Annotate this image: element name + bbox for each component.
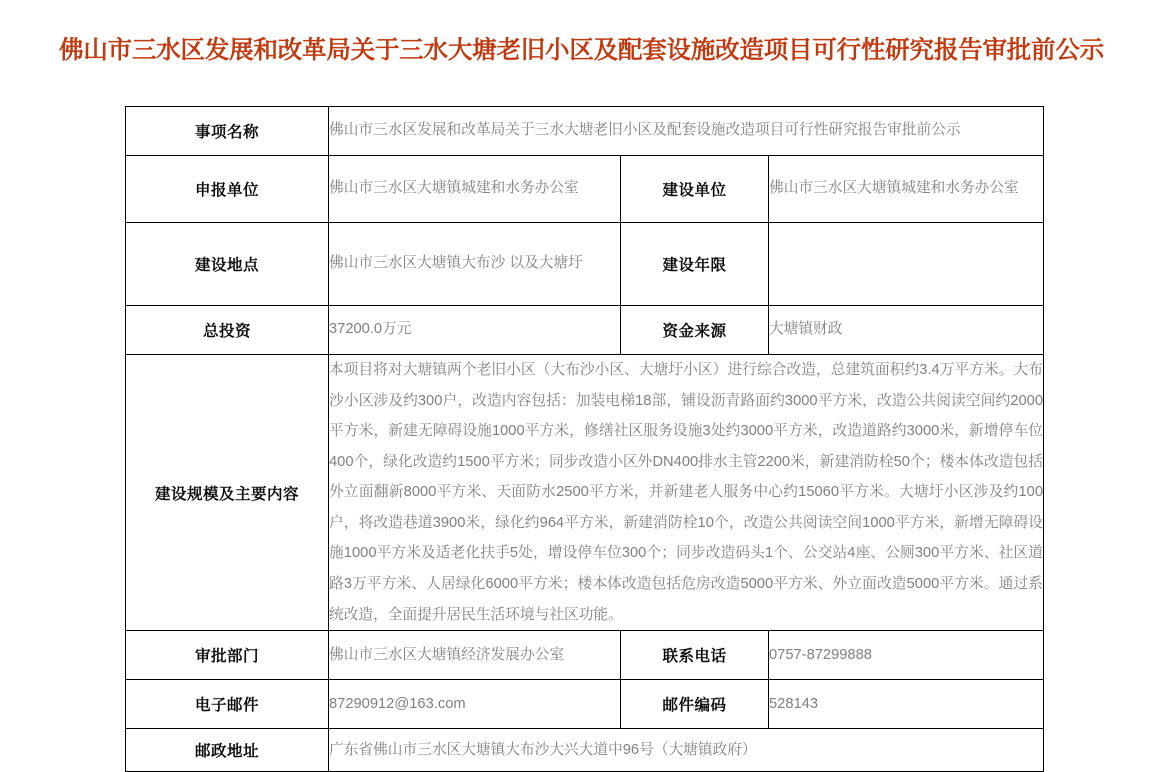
row-label-total-investment: 总投资 (126, 306, 329, 355)
row-label-construction-site: 建设地点 (126, 223, 329, 306)
project-info-table (125, 106, 1044, 772)
row-label-construction-period: 建设年限 (621, 223, 769, 306)
table-row-construction-scale (126, 355, 1044, 631)
row-value-construction-period (769, 223, 1044, 306)
row-label-construction-scale: 建设规模及主要内容 (126, 355, 329, 631)
table-row-item-name (126, 107, 1044, 156)
row-label-declaring-unit: 申报单位 (126, 156, 329, 223)
row-label-approval-department: 审批部门 (126, 631, 329, 680)
row-value-declaring-unit: 佛山市三水区大塘镇城建和水务办公室 (329, 156, 621, 223)
row-value-construction-scale: 本项目将对大塘镇两个老旧小区（大布沙小区、大塘圩小区）进行综合改造，总建筑面积约3.4万平方米。大布沙小区涉及约300户，改造内容包括：加装电梯18部，铺设沥青路面约3000平方米，改造公共阅读空间约2000平方米，新建无障碍设施1000平方米，修缮社区服务设施3处约3000平方米，改造道路约3000米，新增停车位400个，绿化改造约1500平方米；同步改造小区外DN400排水主管2200米，新建消防栓50个；楼本体改造包括外立面翻新8000平方米、天面防水2500平方米，并新建老人服务中心约15060平方米。大塘圩小区涉及约100户，将改造巷道3900米，绿化约964平方米，新建消防栓10个，改造公共阅读空间1000平方米，新增无障碍设施1000平方米及适老化扶手5处，增设停车位300个；同步改造码头1个、公交站4座、公厕300平方米、社区道路3万平方米、人居绿化6000平方米；楼本体改造包括危房改造5000平方米、外立面改造5000平方米。通过系统改造，全面提升居民生活环境与社区功能。 (329, 355, 1044, 631)
table-row-email (126, 680, 1044, 729)
row-value-approval-department: 佛山市三水区大塘镇经济发展办公室 (329, 631, 621, 680)
table-row-construction-site (126, 223, 1044, 306)
row-value-construction-site: 佛山市三水区大塘镇大布沙 以及大塘圩 (329, 223, 621, 306)
table-row-approval-department (126, 631, 1044, 680)
row-value-postal-code: 528143 (769, 680, 1044, 729)
row-value-construction-unit: 佛山市三水区大塘镇城建和水务办公室 (769, 156, 1044, 223)
table-row-postal-address (126, 729, 1044, 772)
row-label-funding-source: 资金来源 (621, 306, 769, 355)
row-value-email: 87290912@163.com (329, 680, 621, 729)
row-label-item-name: 事项名称 (126, 107, 329, 156)
row-label-postal-address: 邮政地址 (126, 729, 329, 772)
page-title: 佛山市三水区发展和改革局关于三水大塘老旧小区及配套设施改造项目可行性研究报告审批前公示 (59, 36, 1104, 64)
row-label-contact-phone: 联系电话 (621, 631, 769, 680)
table-row-declaring-unit (126, 156, 1044, 223)
row-label-construction-unit: 建设单位 (621, 156, 769, 223)
row-value-total-investment: 37200.0万元 (329, 306, 621, 355)
row-value-item-name: 佛山市三水区发展和改革局关于三水大塘老旧小区及配套设施改造项目可行性研究报告审批前公示 (329, 107, 1044, 156)
row-label-email: 电子邮件 (126, 680, 329, 729)
row-label-postal-code: 邮件编码 (621, 680, 769, 729)
row-value-contact-phone: 0757-87299888 (769, 631, 1044, 680)
row-value-postal-address: 广东省佛山市三水区大塘镇大布沙大兴大道中96号（大塘镇政府） (329, 729, 1044, 772)
table-row-total-investment (126, 306, 1044, 355)
row-value-funding-source: 大塘镇财政 (769, 306, 1044, 355)
